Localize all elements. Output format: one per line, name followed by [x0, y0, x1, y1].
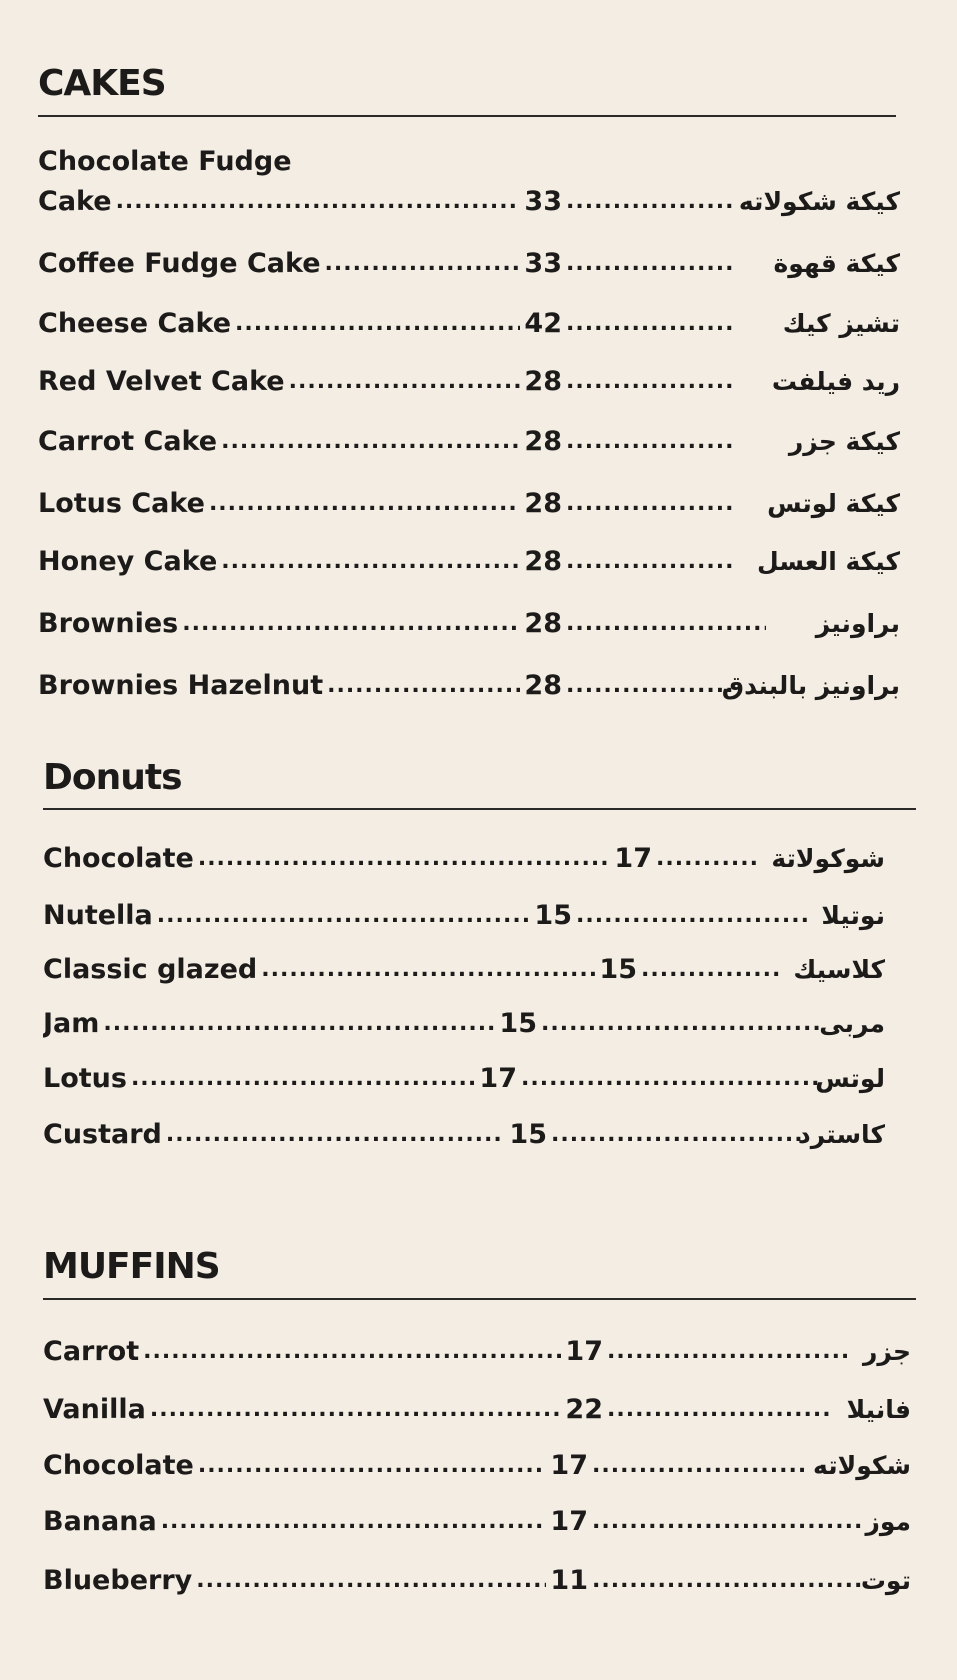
dot-leader	[656, 843, 761, 875]
menu-item	[43, 1063, 885, 1095]
dot-leader	[150, 1394, 562, 1426]
menu-item	[43, 900, 885, 932]
menu-item-arabic-name: براونيز	[815, 609, 900, 638]
menu-item-price: 28	[524, 670, 562, 701]
menu-item	[38, 608, 900, 640]
dot-leader	[131, 1063, 475, 1095]
dot-leader	[103, 1008, 495, 1040]
menu-item	[38, 248, 900, 280]
dot-leader	[196, 1565, 546, 1597]
menu-item	[38, 488, 900, 520]
dot-leader	[576, 900, 811, 932]
dot-leader	[592, 1565, 862, 1597]
dot-leader	[198, 843, 611, 875]
menu-item-price: 17	[479, 1063, 517, 1094]
dot-leader	[261, 954, 595, 986]
dot-leader	[592, 1450, 807, 1482]
menu-item-price: 15	[509, 1119, 547, 1150]
dot-leader	[566, 308, 736, 340]
section-divider	[38, 115, 896, 117]
dot-leader	[116, 186, 521, 218]
dot-leader	[235, 308, 520, 340]
menu-item	[43, 1565, 911, 1597]
menu-item-arabic-name: كيكة شكولاته	[738, 187, 900, 216]
menu-item-price: 28	[524, 488, 562, 519]
dot-leader	[221, 546, 520, 578]
menu-item	[38, 670, 900, 702]
menu-item-name: Red Velvet Cake	[38, 366, 285, 397]
menu-item-price: 15	[599, 954, 637, 985]
menu-item-arabic-name: فانيلا	[846, 1395, 911, 1424]
menu-item-name: Classic glazed	[43, 954, 258, 985]
dot-leader	[182, 608, 520, 640]
menu-item	[38, 186, 900, 218]
menu-item	[43, 1506, 911, 1538]
dot-leader	[143, 1336, 561, 1368]
dot-leader	[327, 670, 520, 702]
menu-item-price: 33	[524, 186, 562, 217]
menu-item-name: Carrot Cake	[38, 426, 218, 457]
menu-item-name: Banana	[43, 1506, 157, 1537]
menu-item-price: 15	[534, 900, 572, 931]
menu-item-arabic-name: جزر	[863, 1337, 911, 1366]
menu-item-arabic-name: كيكة لوتس	[767, 489, 900, 518]
menu-item-arabic-name: تشيز كيك	[782, 309, 900, 338]
menu-item-name: Brownies	[38, 608, 179, 639]
menu-item-name: Chocolate Fudge	[38, 146, 292, 177]
dot-leader	[161, 1506, 547, 1538]
menu-item-name: Cake	[38, 186, 112, 217]
menu-item-arabic-name: توت	[860, 1566, 911, 1595]
dot-leader	[592, 1506, 862, 1538]
dot-leader	[566, 670, 736, 702]
dot-leader	[198, 1450, 547, 1482]
dot-leader	[221, 426, 520, 458]
menu-item	[43, 954, 885, 986]
dot-leader	[566, 608, 766, 640]
menu-item-name: Brownies Hazelnut	[38, 670, 324, 701]
menu-item-name: Chocolate	[43, 1450, 194, 1481]
menu-item-arabic-name: ريد فيلفت	[771, 367, 900, 396]
menu-item-price: 28	[524, 546, 562, 577]
section-title-donuts: Donuts	[43, 757, 182, 798]
menu-item-price: 15	[499, 1008, 537, 1039]
menu-item	[43, 1008, 885, 1040]
dot-leader	[166, 1119, 506, 1151]
dot-leader	[521, 1063, 821, 1095]
menu-item-arabic-name: كيكة العسل	[757, 547, 900, 576]
menu-item-name: Blueberry	[43, 1565, 193, 1596]
menu-item-price: 42	[524, 308, 562, 339]
menu-item	[38, 366, 900, 398]
menu-item-name: Honey Cake	[38, 546, 218, 577]
menu-item	[43, 1450, 911, 1482]
menu-item-arabic-name: براونيز بالبندق	[721, 671, 900, 700]
menu-item	[38, 426, 900, 458]
dot-leader	[566, 426, 736, 458]
menu-item-price: 17	[550, 1450, 588, 1481]
menu-item-arabic-name: كيكة جزر	[788, 427, 900, 456]
menu-item-arabic-name: شكولاته	[813, 1451, 911, 1480]
menu-item-price: 28	[524, 426, 562, 457]
section-title-muffins: MUFFINS	[43, 1246, 220, 1287]
menu-item-name: Cheese Cake	[38, 308, 232, 339]
dot-leader	[566, 248, 736, 280]
menu-item-name: Carrot	[43, 1336, 140, 1367]
menu-item-arabic-name: لوتس	[815, 1064, 885, 1093]
dot-leader	[607, 1394, 832, 1426]
menu-item-price: 28	[524, 608, 562, 639]
section-divider	[43, 1298, 916, 1300]
menu-item-price: 33	[524, 248, 562, 279]
dot-leader	[607, 1336, 852, 1368]
menu-item-arabic-name: نوتيلا	[821, 901, 885, 930]
dot-leader	[641, 954, 781, 986]
menu-item-name: Vanilla	[43, 1394, 146, 1425]
dot-leader	[566, 186, 736, 218]
menu-item-price: 22	[565, 1394, 603, 1425]
menu-item-name: Jam	[43, 1008, 100, 1039]
menu-item	[43, 1119, 885, 1151]
menu-item-arabic-name: كلاسيك	[793, 955, 885, 984]
menu-item-arabic-name: كاسترد	[797, 1120, 885, 1149]
dot-leader	[566, 546, 736, 578]
dot-leader	[325, 248, 521, 280]
menu-item-name: Custard	[43, 1119, 162, 1150]
menu-item	[43, 843, 885, 875]
menu-item-price: 11	[550, 1565, 588, 1596]
menu-item-name: Nutella	[43, 900, 153, 931]
menu-item-name: Coffee Fudge Cake	[38, 248, 321, 279]
menu-item-name: Lotus Cake	[38, 488, 205, 519]
menu-item	[38, 546, 900, 578]
menu-item-price: 17	[565, 1336, 603, 1367]
dot-leader	[289, 366, 521, 398]
menu-item	[43, 1394, 911, 1426]
section-title-cakes: CAKES	[38, 63, 166, 104]
dot-leader	[209, 488, 520, 520]
menu-item-name: Chocolate	[43, 843, 194, 874]
dot-leader	[566, 366, 736, 398]
menu-item-price: 28	[524, 366, 562, 397]
menu-item-arabic-name: شوكولاتة	[771, 844, 885, 873]
dot-leader	[541, 1008, 821, 1040]
menu-item-price: 17	[550, 1506, 588, 1537]
dot-leader	[551, 1119, 801, 1151]
menu-item	[38, 308, 900, 340]
menu-item-arabic-name: كيكة قهوة	[773, 249, 900, 278]
menu-item-arabic-name: موز	[865, 1507, 911, 1536]
dot-leader	[566, 488, 736, 520]
menu-item	[43, 1336, 911, 1368]
menu-item-price: 17	[614, 843, 652, 874]
menu-item-name: Lotus	[43, 1063, 127, 1094]
menu-item-arabic-name: مربى	[819, 1009, 885, 1038]
section-divider	[43, 808, 916, 810]
dot-leader	[157, 900, 531, 932]
